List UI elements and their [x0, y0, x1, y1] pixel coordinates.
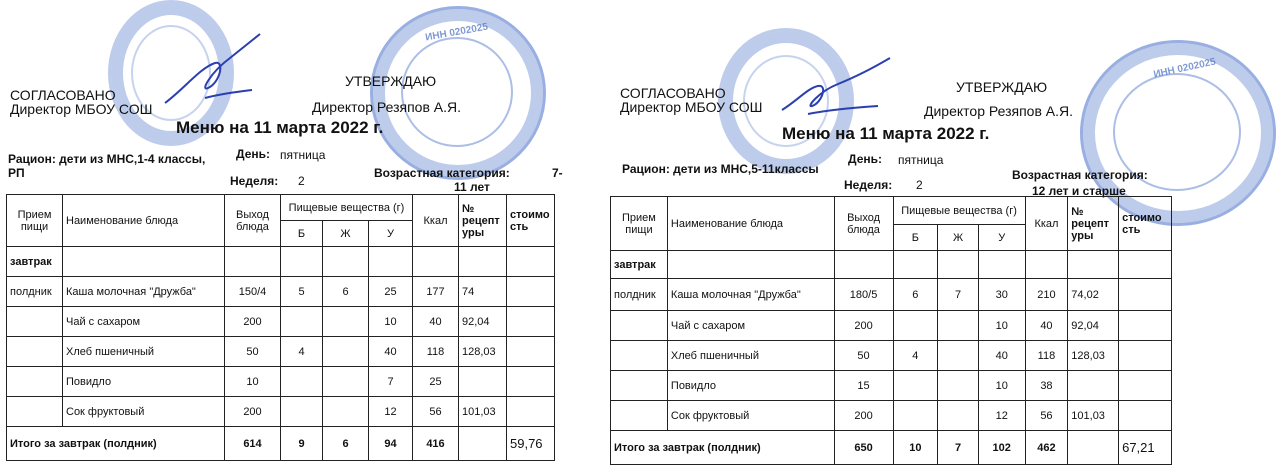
signature — [778, 48, 898, 128]
recipe-cell: 101,03 — [1068, 401, 1119, 431]
day-label: День: — [848, 152, 882, 166]
dish-name: Каша молочная "Дружба" — [667, 279, 834, 311]
total-zh: 7 — [938, 431, 979, 465]
u-cell: 25 — [369, 277, 413, 307]
col-recipe: № рецепт уры — [459, 195, 507, 247]
recipe-cell: 74 — [459, 277, 507, 307]
dish-name: Сок фруктовый — [63, 397, 225, 427]
b-cell: 4 — [893, 341, 938, 371]
col-dish: Наименование блюда — [667, 197, 834, 251]
approved-label: СОГЛАСОВАНО — [10, 87, 116, 103]
meal-snack: полдник — [7, 277, 63, 307]
dish-name: Повидло — [63, 367, 225, 397]
week-value: 2 — [298, 174, 305, 188]
table-row — [611, 401, 1172, 431]
kcal-cell: 118 — [1025, 341, 1068, 371]
b-cell: 4 — [281, 337, 323, 367]
table-row — [611, 311, 1172, 341]
table-row — [611, 279, 1172, 311]
recipe-cell — [1068, 371, 1119, 401]
dish-name: Хлеб пшеничный — [667, 341, 834, 371]
table-row — [7, 337, 555, 367]
zh-cell — [938, 341, 979, 371]
seal-caption: ИНН 0202025 — [1152, 56, 1217, 81]
total-cost: 67,21 — [1119, 431, 1172, 465]
output-cell: 200 — [225, 307, 281, 337]
kcal-cell: 40 — [413, 307, 459, 337]
total-row — [7, 427, 555, 461]
confirm-label: УТВЕРЖДАЮ — [345, 73, 437, 89]
age-value: 7- — [552, 166, 563, 180]
b-cell — [281, 367, 323, 397]
age-label: Возрастная категория: — [1012, 168, 1148, 182]
director-school: Директор МБОУ СОШ — [10, 101, 153, 117]
week-label: Неделя: — [844, 178, 893, 192]
ration-label-2: РП — [8, 166, 25, 180]
kcal-cell: 56 — [1025, 401, 1068, 431]
b-cell — [893, 371, 938, 401]
table-row — [611, 371, 1172, 401]
table-row — [7, 307, 555, 337]
total-b: 10 — [893, 431, 938, 465]
signature — [160, 28, 270, 118]
col-b: Б — [281, 221, 323, 247]
meal-breakfast: завтрак — [611, 251, 668, 279]
u-cell: 7 — [369, 367, 413, 397]
total-output: 614 — [225, 427, 281, 461]
output-cell: 50 — [834, 341, 893, 371]
b-cell — [893, 401, 938, 431]
kcal-cell: 177 — [413, 277, 459, 307]
zh-cell — [938, 401, 979, 431]
menu-document-left — [0, 0, 610, 474]
total-zh: 6 — [323, 427, 369, 461]
output-cell: 200 — [834, 311, 893, 341]
total-output: 650 — [834, 431, 893, 465]
menu-table — [6, 194, 555, 461]
u-cell: 10 — [978, 311, 1025, 341]
zh-cell: 7 — [938, 279, 979, 311]
director-school: Директор МБОУ СОШ — [620, 99, 763, 115]
total-row — [611, 431, 1172, 465]
col-b: Б — [893, 225, 938, 251]
col-zh: Ж — [938, 225, 979, 251]
director-name: Директор Резяпов А.Я. — [924, 103, 1073, 119]
col-u: У — [978, 225, 1025, 251]
output-cell: 50 — [225, 337, 281, 367]
u-cell: 12 — [369, 397, 413, 427]
table-row — [7, 367, 555, 397]
confirm-label: УТВЕРЖДАЮ — [956, 79, 1048, 95]
menu-title: Меню на 11 марта 2022 г. — [176, 118, 384, 137]
zh-cell: 6 — [323, 277, 369, 307]
week-label: Неделя: — [230, 174, 279, 188]
recipe-cell: 128,03 — [459, 337, 507, 367]
menu-title: Меню на 11 марта 2022 г. — [782, 124, 990, 143]
table-row — [7, 277, 555, 307]
dish-name: Повидло — [667, 371, 834, 401]
menu-document-right — [610, 0, 1282, 474]
recipe-cell — [459, 367, 507, 397]
dish-name: Чай с сахаром — [667, 311, 834, 341]
recipe-cell: 128,03 — [1068, 341, 1119, 371]
col-output: Выход блюда — [834, 197, 893, 251]
table-row — [7, 397, 555, 427]
table-row — [611, 341, 1172, 371]
meal-breakfast: завтрак — [7, 247, 63, 277]
col-cost: стоимо сть — [507, 195, 555, 247]
age-value-2: 11 лет — [454, 180, 490, 194]
u-cell: 40 — [369, 337, 413, 367]
official-seal — [370, 6, 546, 180]
total-b: 9 — [281, 427, 323, 461]
zh-cell — [938, 371, 979, 401]
director-name: Директор Резяпов А.Я. — [312, 99, 461, 115]
output-cell: 180/5 — [834, 279, 893, 311]
col-meal: Прием пищи — [611, 197, 668, 251]
kcal-cell: 25 — [413, 367, 459, 397]
col-nutrients: Пищевые вещества (г) — [893, 197, 1025, 225]
u-cell: 12 — [978, 401, 1025, 431]
day-value: пятница — [898, 153, 944, 167]
col-zh: Ж — [323, 221, 369, 247]
b-cell: 5 — [281, 277, 323, 307]
u-cell: 10 — [978, 371, 1025, 401]
total-cost: 59,76 — [507, 427, 555, 461]
dish-name: Хлеб пшеничный — [63, 337, 225, 367]
zh-cell — [323, 307, 369, 337]
dish-name: Чай с сахаром — [63, 307, 225, 337]
u-cell: 10 — [369, 307, 413, 337]
u-cell: 40 — [978, 341, 1025, 371]
dish-name: Сок фруктовый — [667, 401, 834, 431]
day-label: День: — [236, 147, 270, 161]
col-output: Выход блюда — [225, 195, 281, 247]
recipe-cell: 92,04 — [1068, 311, 1119, 341]
total-kcal: 416 — [413, 427, 459, 461]
recipe-cell: 101,03 — [459, 397, 507, 427]
kcal-cell: 40 — [1025, 311, 1068, 341]
col-dish: Наименование блюда — [63, 195, 225, 247]
zh-cell — [938, 311, 979, 341]
menu-table — [610, 196, 1172, 465]
zh-cell — [323, 367, 369, 397]
kcal-cell: 38 — [1025, 371, 1068, 401]
output-cell: 150/4 — [225, 277, 281, 307]
meal-snack: полдник — [611, 279, 668, 311]
b-cell — [893, 311, 938, 341]
total-label: Итого за завтрак (полдник) — [7, 427, 225, 461]
kcal-cell: 210 — [1025, 279, 1068, 311]
recipe-cell: 74,02 — [1068, 279, 1119, 311]
b-cell — [281, 307, 323, 337]
col-cost: стоимо сть — [1119, 197, 1172, 251]
total-kcal: 462 — [1025, 431, 1068, 465]
col-nutrients: Пищевые вещества (г) — [281, 195, 413, 221]
zh-cell — [323, 397, 369, 427]
b-cell: 6 — [893, 279, 938, 311]
output-cell: 15 — [834, 371, 893, 401]
col-kcal: Ккал — [413, 195, 459, 247]
ration-label: Рацион: дети из МНС,5-11классы — [622, 162, 819, 176]
age-label: Возрастная категория: — [374, 166, 510, 180]
ration-label: Рацион: дети из МНС,1-4 классы, — [8, 152, 206, 166]
approved-label: СОГЛАСОВАНО — [620, 85, 726, 101]
col-kcal: Ккал — [1025, 197, 1068, 251]
output-cell: 200 — [225, 397, 281, 427]
total-label: Итого за завтрак (полдник) — [611, 431, 835, 465]
week-value: 2 — [916, 178, 923, 192]
output-cell: 10 — [225, 367, 281, 397]
kcal-cell: 118 — [413, 337, 459, 367]
u-cell: 30 — [978, 279, 1025, 311]
kcal-cell: 56 — [413, 397, 459, 427]
zh-cell — [323, 337, 369, 367]
recipe-cell: 92,04 — [459, 307, 507, 337]
b-cell — [281, 397, 323, 427]
col-u: У — [369, 221, 413, 247]
total-u: 94 — [369, 427, 413, 461]
output-cell: 200 — [834, 401, 893, 431]
age-value: 12 лет и старше — [1032, 184, 1126, 198]
col-meal: Прием пищи — [7, 195, 63, 247]
col-recipe: № рецепт уры — [1068, 197, 1119, 251]
seal-caption: ИНН 0202025 — [424, 21, 489, 44]
dish-name: Каша молочная "Дружба" — [63, 277, 225, 307]
day-value: пятница — [280, 148, 326, 162]
total-u: 102 — [978, 431, 1025, 465]
